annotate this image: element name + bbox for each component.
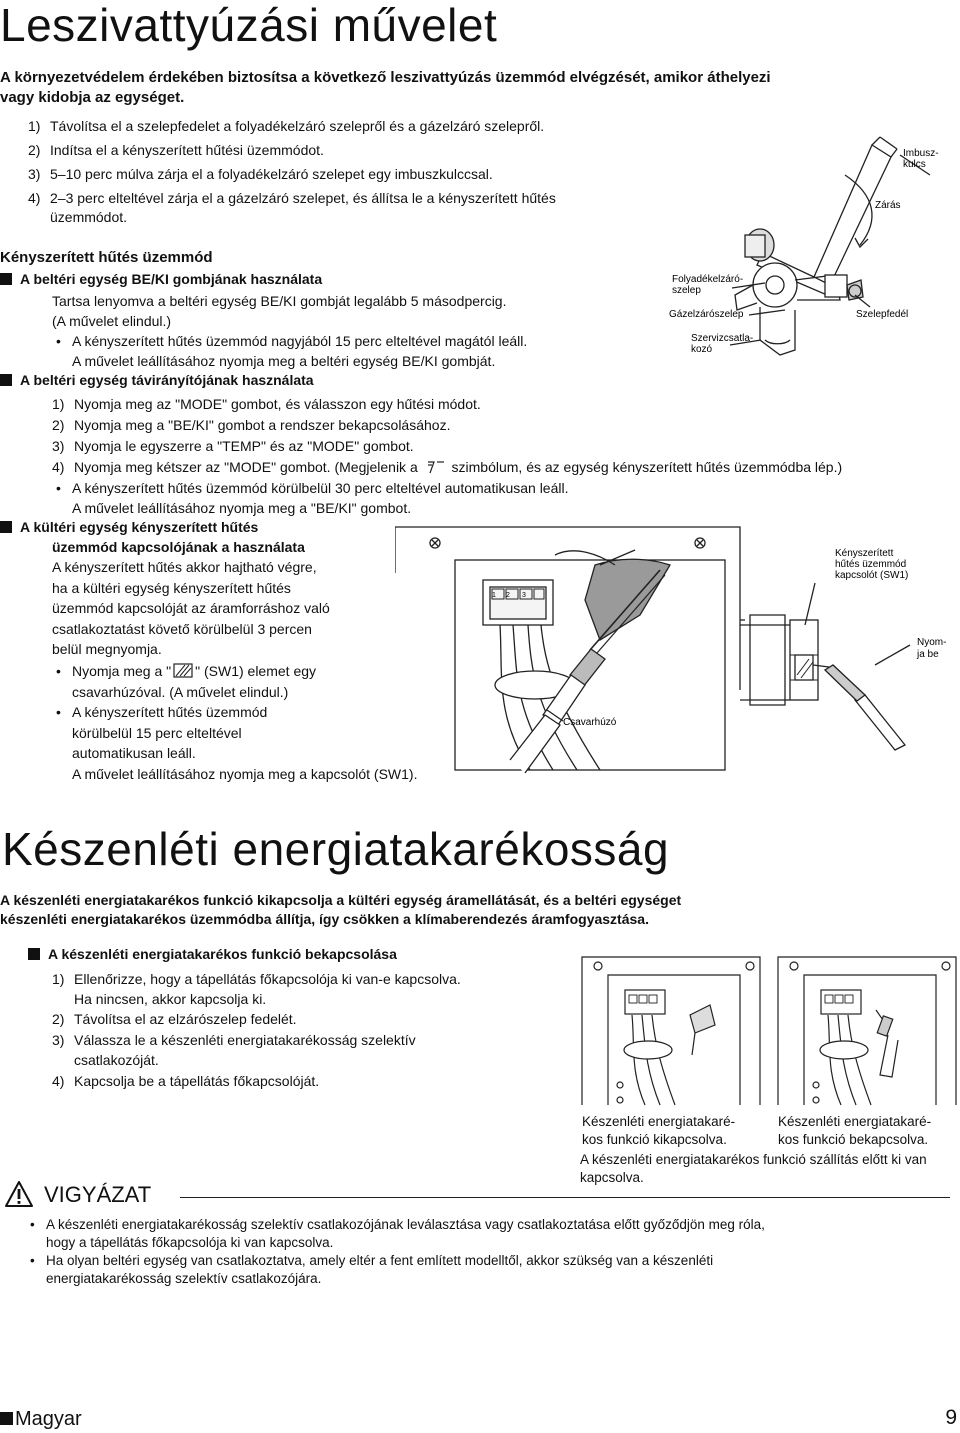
caution-bullet-1: • A készenléti energiatakarékosság szelektív csatlakozójának leválasztása vagy csatlakoztatása előtt győződjön meg róla, <box>30 1217 765 1232</box>
bullet-icon: • <box>56 333 61 349</box>
switch-symbol-icon <box>173 663 193 678</box>
forced-heading: Kényszerített hűtés üzemmód <box>0 249 213 266</box>
step-2: 2) Indítsa el a kényszerített hűtési üzemmódot. <box>28 142 324 158</box>
switch-label-3: kapcsolót (SW1) <box>835 570 909 581</box>
valve-illustration <box>665 135 960 370</box>
pumpdown-intro <box>0 68 955 108</box>
fig-off-line: kos funkció kikapcsolva. <box>582 1132 727 1147</box>
cooling-symbol-icon <box>422 459 448 475</box>
fig-on-caption <box>778 1113 931 1149</box>
sec3-title: A kültéri egység kényszerített hűtés <box>0 518 418 538</box>
pumpdown-title: Leszivattyúzási művelet <box>0 0 498 51</box>
footer-language: Magyar <box>0 1407 82 1431</box>
sec1-line: (A művelet elindul.) <box>52 313 172 329</box>
fig-note-line: A készenléti energiatakarékos funkció szállítás előtt ki van <box>580 1152 927 1167</box>
step-4-cont: üzemmódot. <box>50 209 128 225</box>
step-3: 3) 5–10 perc múlva zárja el a folyadékelzáró szelepet egy imbuszkulccsal. <box>28 166 493 182</box>
standby-step-2: 2) Távolítsa el az elzárószelep fedelét. <box>52 1011 297 1027</box>
sec3-line: A kényszerített hűtés akkor hajtható végre, <box>52 559 317 575</box>
screwdriver-label: Csavarhúzó <box>563 717 617 728</box>
intro-line: A környezetvédelem érdekében biztosítsa a következő leszivattyúzás üzemmód elvégzését, amikor áthelyezi <box>0 69 771 86</box>
terminal-2: 2 <box>506 592 510 599</box>
liquid-valve-label-2: szelep <box>672 285 701 296</box>
pumpdown-steps <box>28 117 556 227</box>
bullet-icon: • <box>30 1253 35 1268</box>
sec2-step-1: 1) Nyomja meg az "MODE" gombot, és válasszon egy hűtési módot. <box>52 396 481 412</box>
liquid-valve-label-1: Folyadékelzáró- <box>672 274 744 285</box>
sec3-line: ha a kültéri egység kényszerített hűtés <box>52 579 291 596</box>
bullet-icon: • <box>56 663 61 679</box>
push-label-1: Nyom- <box>917 637 947 648</box>
sec1-title: A beltéri egység BE/KI gombjának használata <box>0 270 527 292</box>
square-bullet-icon <box>0 374 12 386</box>
sec3-title-2: üzemmód kapcsolójának a használata <box>52 539 305 555</box>
sec3-bullet-2-line: automatikusan leáll. <box>72 745 196 761</box>
sec2-title: A beltéri egység távirányítójának használata <box>0 371 842 395</box>
hex-key-label-1: Imbusz- <box>903 148 939 159</box>
fig-note-line: kapcsolva. <box>580 1170 644 1185</box>
bullet-icon: • <box>30 1217 35 1232</box>
forced-sec3 <box>0 518 418 785</box>
fig-on-line: kos funkció bekapcsolva. <box>778 1132 929 1147</box>
intro-line: vagy kidobja az egységet. <box>0 89 185 106</box>
standby-steps <box>28 945 461 1092</box>
gas-valve-label: Gázelzárószelep <box>669 309 744 320</box>
page-number: 9 <box>945 1406 957 1429</box>
caution-divider <box>180 1197 950 1198</box>
fig-off-caption <box>582 1113 735 1149</box>
standby-intro-line: készenléti energiatakarékos üzemmódba állítja, így csökken a klímaberendezés áramfogyasztása. <box>0 911 649 927</box>
sec1-bullet-cont: A művelet leállításához nyomja meg a beltéri egység BE/KI gombját. <box>72 353 496 369</box>
sec3-bullet-1: • Nyomja meg a " " (SW1) elemet egy <box>56 663 317 679</box>
push-label-2: ja be <box>917 649 939 660</box>
fig-note <box>580 1151 927 1187</box>
standby-step-3: 3) Válassza le a készenléti energiatakarékosság szelektív <box>52 1032 416 1048</box>
sec2-bullet-cont: A művelet leállításához nyomja meg a "BE/KI" gombot. <box>72 500 412 516</box>
standby-intro <box>0 891 681 929</box>
caution-title: VIGYÁZAT <box>44 1182 152 1207</box>
sec2-step-2: 2) Nyomja meg a "BE/KI" gombot a rendszer bekapcsolásához. <box>52 417 451 433</box>
standby-illustration <box>580 955 960 1115</box>
caution-bullet-2-cont: energiatakarékosság szelektív csatlakozójára. <box>46 1271 322 1286</box>
sec3-bullet-1-cont: csavarhúzóval. (A művelet elindul.) <box>72 683 289 700</box>
caution-bullet-2: • Ha olyan beltéri egység van csatlakoztatva, amely eltér a fent említett modelltől, akkor szükség van a készenléti <box>30 1253 714 1268</box>
standby-title: Készenléti energiatakarékosság <box>2 823 670 875</box>
bullet-icon: • <box>56 480 61 496</box>
square-bullet-icon <box>0 521 12 533</box>
sec3-line: belül megnyomja. <box>52 641 162 657</box>
sec2-step-3: 3) Nyomja le egyszerre a "TEMP" és az "MODE" gombot. <box>52 438 414 454</box>
outdoor-switch-illustration <box>395 525 960 775</box>
valve-cap-label: Szelepfedél <box>856 309 909 320</box>
service-port-label-2: kozó <box>691 344 713 355</box>
sec3-line: üzemmód kapcsolóját az áramforráshoz való <box>52 600 330 616</box>
standby-intro-line: A készenléti energiatakarékos funkció kikapcsolja a kültéri egység áramellátását, és a beltéri egységet <box>0 892 682 908</box>
close-label: Zárás <box>875 200 901 211</box>
sec2-step-4: 4) Nyomja meg kétszer az "MODE" gombot. (Megjelenik a szimbólum, és az egység kényszerített hűtés üzemmódba lép.) <box>52 459 843 475</box>
square-bullet-icon <box>0 1412 13 1425</box>
sec3-line: csatlakoztatást követő körülbelül 3 percen <box>52 620 312 637</box>
fig-on-line: Készenléti energiatakaré- <box>778 1114 932 1129</box>
hex-key-label-2: kulcs <box>903 159 926 170</box>
square-bullet-icon <box>0 273 12 285</box>
sec2-bullet: • A kényszerített hűtés üzemmód körülbelül 30 perc elteltével automatikusan leáll. <box>56 480 569 496</box>
standby-step-1-cont: Ha nincsen, akkor kapcsolja ki. <box>74 991 267 1007</box>
terminal-1: 1 <box>492 592 496 599</box>
forced-sec1 <box>0 270 527 372</box>
standby-step-1: 1) Ellenőrizze, hogy a tápellátás főkapcsolója ki van-e kapcsolva. <box>52 971 461 987</box>
bullet-icon: • <box>56 704 61 720</box>
fig-off-line: Készenléti energiatakaré- <box>582 1114 736 1129</box>
forced-sec2 <box>0 371 842 519</box>
switch-label-2: hűtés üzemmód <box>835 559 907 570</box>
standby-sec-title: A készenléti energiatakarékos funkció bekapcsolása <box>28 945 461 970</box>
warning-triangle-icon <box>4 1180 34 1208</box>
standby-step-4: 4) Kapcsolja be a tápellátás főkapcsolóját. <box>52 1073 320 1089</box>
square-bullet-icon <box>28 948 40 960</box>
step-4: 4) 2–3 perc elteltével zárja el a gázelzáró szelepet, és állítsa le a kényszerített hűtés <box>28 190 556 206</box>
terminal-3: 3 <box>522 592 526 599</box>
service-port-label-1: Szervizcsatla- <box>691 333 754 344</box>
caution-bullets <box>30 1216 765 1288</box>
standby-step-3-cont: csatlakozóját. <box>74 1052 159 1068</box>
caution-bullet-1-cont: hogy a tápellátás főkapcsolója ki van kapcsolva. <box>46 1235 334 1250</box>
sec1-bullet: • A kényszerített hűtés üzemmód nagyjából 15 perc elteltével magától leáll. <box>56 333 528 349</box>
step-1: 1) Távolítsa el a szelepfedelet a folyadékelzáró szelepről és a gázelzáró szelepről. <box>28 118 545 134</box>
switch-label-1: Kényszerített <box>835 548 894 559</box>
sec3-bullet-2-line: körülbelül 15 perc elteltével <box>72 724 242 741</box>
sec3-bullet-2-cont: A művelet leállításához nyomja meg a kapcsolót (SW1). <box>72 765 418 782</box>
sec1-line: Tartsa lenyomva a beltéri egység BE/KI gombját legalább 5 másodpercig. <box>52 293 507 309</box>
sec3-bullet-2: • A kényszerített hűtés üzemmód <box>56 704 268 720</box>
